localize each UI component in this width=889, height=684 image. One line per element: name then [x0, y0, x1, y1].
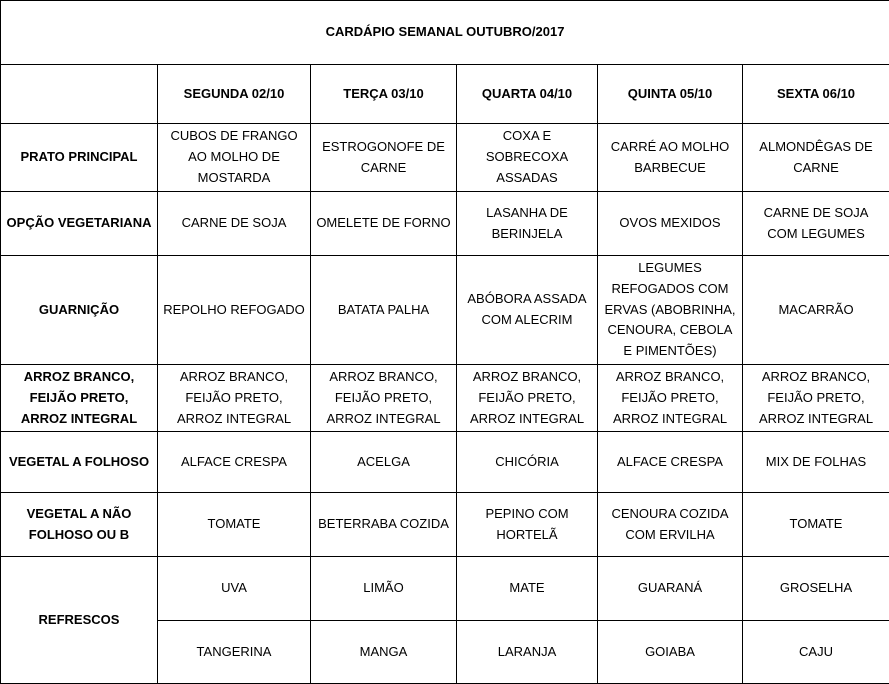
cell-guarnicao-quinta: LEGUMES REFOGADOS COM ERVAS (ABOBRINHA, CENOURA, CEBOLA E PIMENTÕES) [598, 256, 743, 365]
cell-refresco1-quarta: MATE [457, 557, 598, 621]
cell-folhoso-terca: ACELGA [311, 432, 457, 493]
row-guarnicao [1, 256, 889, 365]
day-header-row [1, 65, 889, 124]
row-prato-principal [1, 124, 889, 192]
cell-arroz-terca: ARROZ BRANCO, FEIJÃO PRETO, ARROZ INTEGRAL [311, 364, 457, 431]
cell-arroz-sexta: ARROZ BRANCO, FEIJÃO PRETO, ARROZ INTEGRAL [743, 364, 889, 431]
cell-folhoso-quinta: ALFACE CRESPA [598, 432, 743, 493]
cell-nao-folhoso-sexta: TOMATE [743, 493, 889, 557]
cell-guarnicao-quarta: ABÓBORA ASSADA COM ALECRIM [457, 256, 598, 365]
cell-guarnicao-sexta: MACARRÃO [743, 256, 889, 365]
row-label-arroz-feijao: ARROZ BRANCO, FEIJÃO PRETO, ARROZ INTEGRAL [1, 364, 158, 431]
row-label-guarnicao: GUARNIÇÃO [1, 256, 158, 365]
row-label-opcao-vegetariana: OPÇÃO VEGETARIANA [1, 192, 158, 256]
cell-vegetariana-segunda: CARNE DE SOJA [158, 192, 311, 256]
cell-folhoso-sexta: MIX DE FOLHAS [743, 432, 889, 493]
cell-refresco1-segunda: UVA [158, 557, 311, 621]
cell-refresco1-quinta: GUARANÁ [598, 557, 743, 621]
row-label-vegetal-nao-folhoso: VEGETAL A NÃO FOLHOSO OU B [1, 493, 158, 557]
cell-refresco2-quarta: LARANJA [457, 621, 598, 684]
cell-vegetariana-sexta: CARNE DE SOJA COM LEGUMES [743, 192, 889, 256]
row-vegetal-folhoso [1, 432, 889, 493]
cell-prato-sexta: ALMONDÊGAS DE CARNE [743, 124, 889, 192]
cell-nao-folhoso-terca: BETERRABA COZIDA [311, 493, 457, 557]
row-opcao-vegetariana [1, 192, 889, 256]
cell-vegetariana-terca: OMELETE DE FORNO [311, 192, 457, 256]
cell-refresco2-terca: MANGA [311, 621, 457, 684]
page-title: CARDÁPIO SEMANAL OUTUBRO/2017 [1, 1, 889, 65]
cell-nao-folhoso-segunda: TOMATE [158, 493, 311, 557]
row-vegetal-nao-folhoso [1, 493, 889, 557]
cell-refresco2-quinta: GOIABA [598, 621, 743, 684]
cell-folhoso-quarta: CHICÓRIA [457, 432, 598, 493]
cell-nao-folhoso-quinta: CENOURA COZIDA COM ERVILHA [598, 493, 743, 557]
corner-cell [1, 65, 158, 124]
day-header-quarta: QUARTA 04/10 [457, 65, 598, 124]
cell-prato-quinta: CARRÉ AO MOLHO BARBECUE [598, 124, 743, 192]
cell-arroz-quinta: ARROZ BRANCO, FEIJÃO PRETO, ARROZ INTEGRAL [598, 364, 743, 431]
day-header-segunda: SEGUNDA 02/10 [158, 65, 311, 124]
cell-refresco1-terca: LIMÃO [311, 557, 457, 621]
cell-guarnicao-segunda: REPOLHO REFOGADO [158, 256, 311, 365]
cell-refresco1-sexta: GROSELHA [743, 557, 889, 621]
row-label-vegetal-folhoso: VEGETAL A FOLHOSO [1, 432, 158, 493]
cell-arroz-segunda: ARROZ BRANCO, FEIJÃO PRETO, ARROZ INTEGRAL [158, 364, 311, 431]
row-label-refrescos: REFRESCOS [1, 557, 158, 684]
day-header-sexta: SEXTA 06/10 [743, 65, 889, 124]
cell-vegetariana-quinta: OVOS MEXIDOS [598, 192, 743, 256]
row-arroz-feijao [1, 364, 889, 431]
row-label-prato-principal: PRATO PRINCIPAL [1, 124, 158, 192]
cell-arroz-quarta: ARROZ BRANCO, FEIJÃO PRETO, ARROZ INTEGRAL [457, 364, 598, 431]
cell-prato-terca: ESTROGONOFE DE CARNE [311, 124, 457, 192]
cell-prato-segunda: CUBOS DE FRANGO AO MOLHO DE MOSTARDA [158, 124, 311, 192]
cell-refresco2-segunda: TANGERINA [158, 621, 311, 684]
row-refrescos-1 [1, 557, 889, 621]
day-header-quinta: QUINTA 05/10 [598, 65, 743, 124]
cell-prato-quarta: COXA E SOBRECOXA ASSADAS [457, 124, 598, 192]
cell-vegetariana-quarta: LASANHA DE BERINJELA [457, 192, 598, 256]
title-row [1, 1, 889, 65]
cell-refresco2-sexta: CAJU [743, 621, 889, 684]
day-header-terca: TERÇA 03/10 [311, 65, 457, 124]
cell-nao-folhoso-quarta: PEPINO COM HORTELÃ [457, 493, 598, 557]
cell-guarnicao-terca: BATATA PALHA [311, 256, 457, 365]
cell-folhoso-segunda: ALFACE CRESPA [158, 432, 311, 493]
